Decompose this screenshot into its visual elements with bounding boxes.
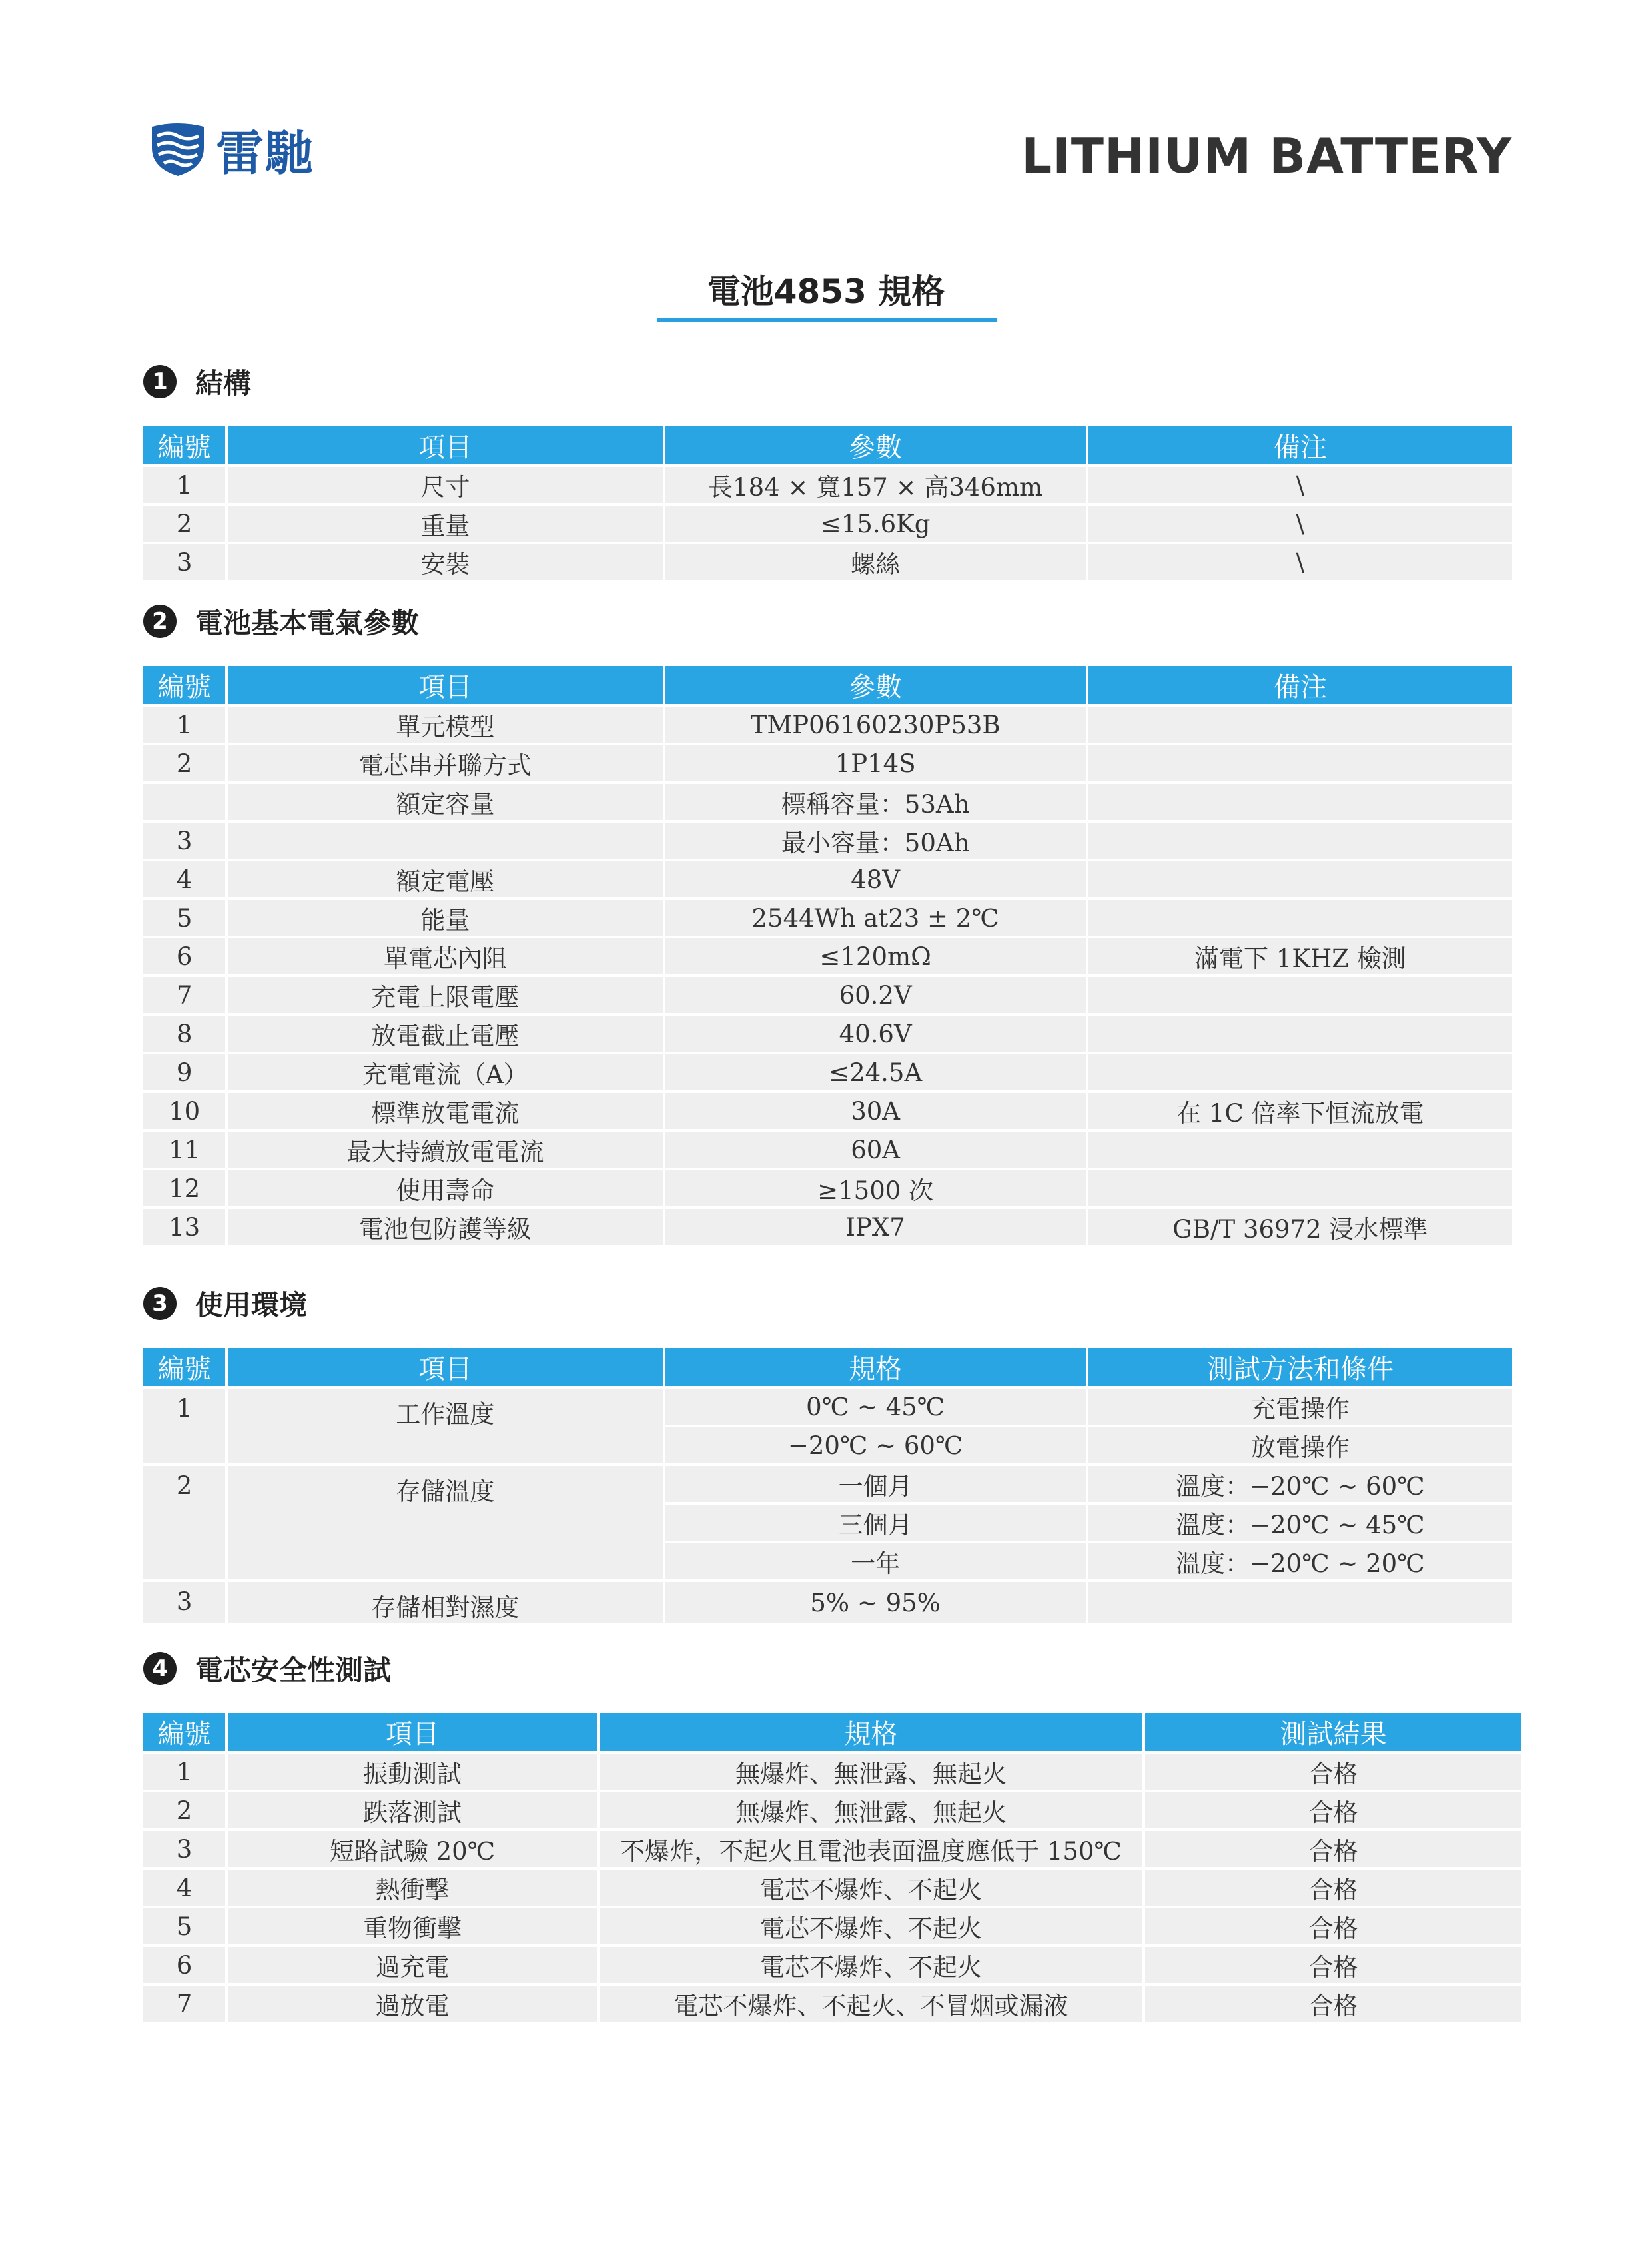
cell-spec: 電芯不爆炸、不起火 xyxy=(600,1908,1142,1944)
table-row xyxy=(143,900,1512,936)
cell-no: 3 xyxy=(143,544,225,580)
cell-param: 48V xyxy=(665,861,1086,897)
cell-item: 尺寸 xyxy=(228,467,662,503)
cell-note: GB/T 36972 浸水標準 xyxy=(1088,1209,1512,1245)
cell-spec: 0℃ ~ 45℃ xyxy=(665,1389,1086,1425)
cell-no: 2 xyxy=(143,506,225,542)
cell-spec: 5% ~ 95% xyxy=(665,1582,1086,1623)
page-title: 電池4853 規格 xyxy=(707,272,945,311)
col-header: 參數 xyxy=(665,426,1086,464)
section-safety xyxy=(143,1645,1512,2024)
cell-item: 熱衝擊 xyxy=(228,1870,597,1906)
cell-item: 電芯串并聯方式 xyxy=(228,745,662,781)
cell-method: 溫度：−20℃ ~ 60℃ xyxy=(1088,1466,1512,1502)
section-electrical xyxy=(143,598,1512,1248)
table-row xyxy=(143,1389,1512,1425)
cell-method: 充電操作 xyxy=(1088,1389,1512,1425)
table-row xyxy=(143,745,1512,781)
cell-item: 重量 xyxy=(228,506,662,542)
cell-param: 標稱容量：53Ah xyxy=(665,784,1086,820)
table-row xyxy=(143,861,1512,897)
logo-text: 雷馳 xyxy=(216,125,315,181)
cell-note: \ xyxy=(1088,506,1512,542)
cell-item: 存儲溫度 xyxy=(228,1466,662,1579)
cell-no: 5 xyxy=(143,1908,225,1944)
cell-note: 在 1C 倍率下恒流放電 xyxy=(1088,1093,1512,1129)
section-title: 電池基本電氣參數 xyxy=(195,607,420,639)
table-row xyxy=(143,1986,1521,2022)
cell-spec: 一個月 xyxy=(665,1466,1086,1502)
table-row xyxy=(143,1016,1512,1052)
table-header-row xyxy=(143,426,1512,464)
cell-spec: −20℃ ~ 60℃ xyxy=(665,1427,1086,1463)
cell-param: 60.2V xyxy=(665,977,1086,1013)
cell-item: 充電電流（A） xyxy=(228,1054,662,1090)
company-logo xyxy=(148,115,314,184)
cell-item: 工作溫度 xyxy=(228,1389,662,1463)
cell-item: 過充電 xyxy=(228,1947,597,1983)
table-row xyxy=(143,938,1512,974)
section-number-badge: 3 xyxy=(143,1287,177,1320)
table-row xyxy=(143,1132,1512,1168)
cell-method: 溫度：−20℃ ~ 20℃ xyxy=(1088,1543,1512,1579)
cell-spec: 一年 xyxy=(665,1543,1086,1579)
cell-spec: 電芯不爆炸、不起火、不冒烟或漏液 xyxy=(600,1986,1142,2022)
cell-item: 放電截止電壓 xyxy=(228,1016,662,1052)
cell-item: 充電上限電壓 xyxy=(228,977,662,1013)
table-header-row xyxy=(143,666,1512,704)
col-header: 參數 xyxy=(665,666,1086,704)
cell-no xyxy=(143,784,225,820)
cell-note xyxy=(1088,1054,1512,1090)
section-number-badge: 4 xyxy=(143,1652,177,1685)
cell-item: 短路試驗 20℃ xyxy=(228,1831,597,1867)
cell-no: 7 xyxy=(143,977,225,1013)
cell-item: 振動測試 xyxy=(228,1754,597,1790)
cell-no: 12 xyxy=(143,1170,225,1206)
cell-spec: 無爆炸、無泄露、無起火 xyxy=(600,1792,1142,1828)
cell-no: 7 xyxy=(143,1986,225,2022)
cell-no: 3 xyxy=(143,1582,225,1623)
cell-no: 13 xyxy=(143,1209,225,1245)
cell-note xyxy=(1088,707,1512,743)
cell-param: 30A xyxy=(665,1093,1086,1129)
cell-note: \ xyxy=(1088,544,1512,580)
table-row xyxy=(143,823,1512,859)
electrical-table xyxy=(141,663,1515,1248)
cell-param: 40.6V xyxy=(665,1016,1086,1052)
cell-no: 4 xyxy=(143,861,225,897)
col-header: 編號 xyxy=(143,1713,225,1751)
table-row xyxy=(143,707,1512,743)
col-header: 編號 xyxy=(143,666,225,704)
col-header: 備注 xyxy=(1088,666,1512,704)
cell-note xyxy=(1088,745,1512,781)
cell-no: 2 xyxy=(143,1466,225,1579)
cell-item: 跌落測試 xyxy=(228,1792,597,1828)
cell-no: 9 xyxy=(143,1054,225,1090)
col-header: 編號 xyxy=(143,426,225,464)
cell-item: 重物衝擊 xyxy=(228,1908,597,1944)
cell-item: 額定電壓 xyxy=(228,861,662,897)
section-number-badge: 1 xyxy=(143,365,177,398)
cell-note xyxy=(1088,900,1512,936)
cell-note xyxy=(1088,784,1512,820)
cell-param: 最小容量：50Ah xyxy=(665,823,1086,859)
cell-no: 1 xyxy=(143,1389,225,1463)
col-header: 規格 xyxy=(600,1713,1142,1751)
cell-spec: 無爆炸、無泄露、無起火 xyxy=(600,1754,1142,1790)
cell-param: IPX7 xyxy=(665,1209,1086,1245)
brand-heading: LITHIUM BATTERY xyxy=(1021,128,1512,184)
cell-no: 2 xyxy=(143,1792,225,1828)
cell-item: 額定容量 xyxy=(228,784,662,820)
section-number-badge: 2 xyxy=(143,605,177,638)
cell-no: 11 xyxy=(143,1132,225,1168)
cell-no: 10 xyxy=(143,1093,225,1129)
cell-spec: 三個月 xyxy=(665,1505,1086,1541)
table-row xyxy=(143,977,1512,1013)
cell-no: 6 xyxy=(143,938,225,974)
cell-note: \ xyxy=(1088,467,1512,503)
cell-result: 合格 xyxy=(1145,1908,1521,1944)
cell-param: ≤120mΩ xyxy=(665,938,1086,974)
cell-param: ≤15.6Kg xyxy=(665,506,1086,542)
cell-result: 合格 xyxy=(1145,1947,1521,1983)
cell-item: 安裝 xyxy=(228,544,662,580)
cell-note xyxy=(1088,823,1512,859)
cell-param: 2544Wh at23 ± 2℃ xyxy=(665,900,1086,936)
section-title: 結構 xyxy=(195,367,252,400)
cell-spec: 電芯不爆炸、不起火 xyxy=(600,1870,1142,1906)
cell-no: 6 xyxy=(143,1947,225,1983)
shield-wave-icon xyxy=(148,121,208,177)
col-header: 項目 xyxy=(228,666,662,704)
col-header: 項目 xyxy=(228,426,662,464)
cell-no: 3 xyxy=(143,823,225,859)
table-row xyxy=(143,1831,1521,1867)
cell-param: 1P14S xyxy=(665,745,1086,781)
cell-method xyxy=(1088,1582,1512,1623)
table-row xyxy=(143,1792,1521,1828)
title-underline xyxy=(657,318,997,322)
cell-param: 螺絲 xyxy=(665,544,1086,580)
cell-method: 溫度：−20℃ ~ 45℃ xyxy=(1088,1505,1512,1541)
table-row xyxy=(143,1947,1521,1983)
table-row xyxy=(143,1093,1512,1129)
table-row xyxy=(143,1170,1512,1206)
cell-item: 存儲相對濕度 xyxy=(228,1582,662,1623)
section-title: 使用環境 xyxy=(195,1289,308,1321)
col-header: 規格 xyxy=(665,1348,1086,1386)
cell-item: 過放電 xyxy=(228,1986,597,2022)
cell-item: 單電芯內阻 xyxy=(228,938,662,974)
cell-no: 8 xyxy=(143,1016,225,1052)
cell-note xyxy=(1088,977,1512,1013)
cell-no: 1 xyxy=(143,1754,225,1790)
col-header: 測試方法和條件 xyxy=(1088,1348,1512,1386)
col-header: 編號 xyxy=(143,1348,225,1386)
cell-item: 標準放電電流 xyxy=(228,1093,662,1129)
cell-result: 合格 xyxy=(1145,1870,1521,1906)
cell-item: 能量 xyxy=(228,900,662,936)
cell-param: 60A xyxy=(665,1132,1086,1168)
cell-method: 放電操作 xyxy=(1088,1427,1512,1463)
structure-table xyxy=(141,424,1515,583)
cell-no: 4 xyxy=(143,1870,225,1906)
cell-no: 1 xyxy=(143,467,225,503)
table-header-row xyxy=(143,1713,1521,1751)
cell-no: 5 xyxy=(143,900,225,936)
cell-item xyxy=(228,823,662,859)
table-row xyxy=(143,467,1512,503)
cell-item: 最大持續放電電流 xyxy=(228,1132,662,1168)
cell-spec: 不爆炸，不起火且電池表面溫度應低于 150℃ xyxy=(600,1831,1142,1867)
table-row xyxy=(143,1209,1512,1245)
table-row xyxy=(143,544,1512,580)
table-row xyxy=(143,1466,1512,1502)
col-header: 測試結果 xyxy=(1145,1713,1521,1751)
table-header-row xyxy=(143,1348,1512,1386)
cell-note: 滿電下 1KHZ 檢測 xyxy=(1088,938,1512,974)
table-row xyxy=(143,1870,1521,1906)
col-header: 項目 xyxy=(228,1713,597,1751)
cell-no: 1 xyxy=(143,707,225,743)
cell-param: ≥1500 次 xyxy=(665,1170,1086,1206)
cell-param: 長184 × 寬157 × 高346mm xyxy=(665,467,1086,503)
table-row xyxy=(143,1908,1521,1944)
cell-param: ≤24.5A xyxy=(665,1054,1086,1090)
safety-table xyxy=(141,1710,1524,2024)
section-environment xyxy=(143,1280,1512,1626)
cell-result: 合格 xyxy=(1145,1986,1521,2022)
table-row xyxy=(143,1754,1521,1790)
cell-result: 合格 xyxy=(1145,1754,1521,1790)
table-row xyxy=(143,784,1512,820)
section-structure xyxy=(143,358,1512,583)
cell-note xyxy=(1088,1170,1512,1206)
col-header: 備注 xyxy=(1088,426,1512,464)
cell-item: 使用壽命 xyxy=(228,1170,662,1206)
section-title: 電芯安全性測試 xyxy=(195,1654,392,1686)
col-header: 項目 xyxy=(228,1348,662,1386)
cell-result: 合格 xyxy=(1145,1831,1521,1867)
cell-no: 2 xyxy=(143,745,225,781)
table-row xyxy=(143,1582,1512,1623)
cell-no: 3 xyxy=(143,1831,225,1867)
cell-spec: 電芯不爆炸、不起火 xyxy=(600,1947,1142,1983)
table-row xyxy=(143,506,1512,542)
cell-note xyxy=(1088,861,1512,897)
cell-item: 電池包防護等級 xyxy=(228,1209,662,1245)
cell-result: 合格 xyxy=(1145,1792,1521,1828)
cell-param: TMP06160230P53B xyxy=(665,707,1086,743)
environment-table xyxy=(141,1345,1515,1626)
cell-note xyxy=(1088,1132,1512,1168)
table-row xyxy=(143,1054,1512,1090)
cell-note xyxy=(1088,1016,1512,1052)
cell-item: 單元模型 xyxy=(228,707,662,743)
